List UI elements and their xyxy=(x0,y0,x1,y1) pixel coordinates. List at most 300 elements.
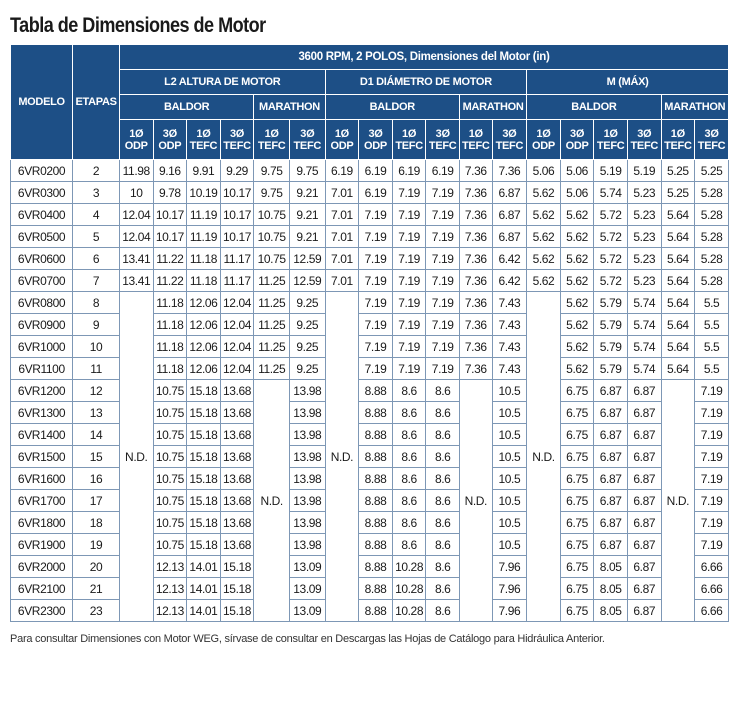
value-cell: 5.28 xyxy=(695,248,729,270)
header-group-m: M (MÁX) xyxy=(527,70,729,95)
value-cell: 5.5 xyxy=(695,336,729,358)
value-cell: 8.6 xyxy=(392,380,426,402)
value-cell: 6.87 xyxy=(627,424,661,446)
value-cell: 5.62 xyxy=(560,270,594,292)
header-sub-cell xyxy=(187,120,221,160)
table-row xyxy=(11,182,729,204)
table-row xyxy=(11,270,729,292)
model-cell: 6VR1200 xyxy=(11,380,73,402)
value-cell: 5.64 xyxy=(661,226,695,248)
value-cell: 8.88 xyxy=(359,424,393,446)
value-cell: 10.75 xyxy=(254,248,290,270)
value-cell: 7.36 xyxy=(492,160,527,182)
value-cell: 5.62 xyxy=(560,358,594,380)
value-cell: 7.19 xyxy=(359,336,393,358)
value-cell: 10.5 xyxy=(492,468,527,490)
value-cell: 7.01 xyxy=(325,182,359,204)
value-cell: 8.6 xyxy=(426,512,460,534)
value-cell: 6.75 xyxy=(560,468,594,490)
value-cell: 11.25 xyxy=(254,270,290,292)
value-cell: 8.6 xyxy=(426,556,460,578)
value-cell: 7.19 xyxy=(426,182,460,204)
value-cell: 13.98 xyxy=(289,424,325,446)
value-cell: 5.72 xyxy=(594,270,628,292)
value-cell: 12.59 xyxy=(289,270,325,292)
value-cell: 5.23 xyxy=(627,226,661,248)
value-cell: 5.06 xyxy=(560,160,594,182)
value-cell: 15.18 xyxy=(187,534,221,556)
value-cell: 6.75 xyxy=(560,446,594,468)
value-cell: 10.17 xyxy=(153,226,187,248)
stages-cell: 19 xyxy=(73,534,120,556)
value-cell: 9.21 xyxy=(289,204,325,226)
header-marathon: MARATHON xyxy=(459,95,526,120)
value-cell: 5.79 xyxy=(594,292,628,314)
value-cell: 9.21 xyxy=(289,226,325,248)
value-cell: 7.43 xyxy=(492,292,527,314)
header-enclosure: ODP xyxy=(158,139,182,152)
value-cell: 5.62 xyxy=(560,336,594,358)
stages-cell: 16 xyxy=(73,468,120,490)
stages-cell: 5 xyxy=(73,226,120,248)
value-cell: 5.23 xyxy=(627,204,661,226)
value-cell: 6.87 xyxy=(594,468,628,490)
value-cell: 11.22 xyxy=(153,248,187,270)
value-cell: 8.88 xyxy=(359,578,393,600)
value-cell: 12.13 xyxy=(153,600,187,622)
value-cell: 12.04 xyxy=(220,358,254,380)
header-marathon: MARATHON xyxy=(254,95,325,120)
header-enclosure: ODP xyxy=(330,139,354,152)
value-cell: 6.87 xyxy=(594,380,628,402)
header-sub-cell xyxy=(459,120,492,160)
value-cell: 12.04 xyxy=(220,292,254,314)
value-cell: 9.91 xyxy=(187,160,221,182)
stages-cell: 8 xyxy=(73,292,120,314)
value-cell: 6.87 xyxy=(594,446,628,468)
value-cell: 8.6 xyxy=(392,534,426,556)
value-cell: 5.74 xyxy=(627,292,661,314)
value-cell: 8.88 xyxy=(359,468,393,490)
value-cell: 12.59 xyxy=(289,248,325,270)
footnote: Para consultar Dimensiones con Motor WEG, sírvase de consultar en Descargas las Hojas de Catálogo para Hidráulica Anterior. xyxy=(10,633,605,645)
value-cell: 7.19 xyxy=(426,248,460,270)
value-cell: 12.04 xyxy=(119,204,153,226)
value-cell: 6.66 xyxy=(695,600,729,622)
value-cell: 5.06 xyxy=(527,160,561,182)
stages-cell: 18 xyxy=(73,512,120,534)
header-sub-cell xyxy=(695,120,729,160)
value-cell: 13.98 xyxy=(289,512,325,534)
value-cell: 7.19 xyxy=(359,358,393,380)
header-enclosure: TEFC xyxy=(664,139,692,152)
model-cell: 6VR1900 xyxy=(11,534,73,556)
value-cell: 13.68 xyxy=(220,512,254,534)
model-cell: 6VR0500 xyxy=(11,226,73,248)
value-cell: 7.19 xyxy=(359,270,393,292)
value-cell: 14.01 xyxy=(187,600,221,622)
value-cell: 6.87 xyxy=(627,556,661,578)
header-phase: 1Ø xyxy=(468,127,483,140)
value-cell: 8.6 xyxy=(426,380,460,402)
value-cell: 13.68 xyxy=(220,534,254,556)
value-cell: 5.74 xyxy=(627,336,661,358)
value-cell: 13.98 xyxy=(289,402,325,424)
header-etapas: ETAPAS xyxy=(73,45,120,160)
value-cell: 15.18 xyxy=(187,468,221,490)
value-cell: 7.19 xyxy=(359,226,393,248)
header-marathon: MARATHON xyxy=(661,95,728,120)
value-cell: 7.43 xyxy=(492,314,527,336)
model-cell: 6VR2000 xyxy=(11,556,73,578)
value-cell: 7.19 xyxy=(392,248,426,270)
value-cell: 13.09 xyxy=(289,600,325,622)
value-cell: 5.62 xyxy=(527,226,561,248)
value-cell: 8.6 xyxy=(392,402,426,424)
value-cell: 10.17 xyxy=(220,204,254,226)
value-cell: 10.75 xyxy=(254,204,290,226)
table-row xyxy=(11,314,729,336)
stages-cell: 17 xyxy=(73,490,120,512)
value-cell: 11.22 xyxy=(153,270,187,292)
model-cell: 6VR0800 xyxy=(11,292,73,314)
header-enclosure: TEFC xyxy=(428,139,457,152)
value-cell: 9.29 xyxy=(220,160,254,182)
value-cell: 15.18 xyxy=(187,512,221,534)
value-cell: 8.88 xyxy=(359,380,393,402)
table-row xyxy=(11,490,729,512)
value-cell: 6.87 xyxy=(594,424,628,446)
header-phase: 1Ø xyxy=(264,127,279,140)
header-sub-cell xyxy=(492,120,527,160)
value-cell: 5.28 xyxy=(695,270,729,292)
stages-cell: 4 xyxy=(73,204,120,226)
value-cell: 8.88 xyxy=(359,446,393,468)
header-modelo: MODELO xyxy=(11,45,73,160)
value-cell: 5.72 xyxy=(594,204,628,226)
value-cell: 6.87 xyxy=(627,534,661,556)
value-cell: 6.75 xyxy=(560,556,594,578)
header-sub-cell xyxy=(594,120,628,160)
value-cell: 8.6 xyxy=(426,578,460,600)
value-cell: 9.21 xyxy=(289,182,325,204)
value-cell: 9.78 xyxy=(153,182,187,204)
table-row xyxy=(11,402,729,424)
value-cell: 10.5 xyxy=(492,424,527,446)
value-cell: 7.19 xyxy=(392,270,426,292)
header-phase: 3Ø xyxy=(368,127,383,140)
header-sub-cell xyxy=(289,120,325,160)
stages-cell: 12 xyxy=(73,380,120,402)
model-cell: 6VR1500 xyxy=(11,446,73,468)
value-cell: 5.62 xyxy=(527,182,561,204)
value-cell: 10.75 xyxy=(153,424,187,446)
motor-dimensions-table xyxy=(10,44,729,622)
value-cell: 6.75 xyxy=(560,490,594,512)
value-cell: 6.87 xyxy=(594,534,628,556)
value-cell: 6.87 xyxy=(627,578,661,600)
value-cell: 8.6 xyxy=(426,402,460,424)
table-row xyxy=(11,226,729,248)
value-cell: 7.36 xyxy=(459,160,492,182)
table-row xyxy=(11,512,729,534)
stages-cell: 10 xyxy=(73,336,120,358)
value-cell: 7.36 xyxy=(459,336,492,358)
value-cell: 5.28 xyxy=(695,226,729,248)
value-cell: 5.5 xyxy=(695,358,729,380)
value-cell: 6.75 xyxy=(560,380,594,402)
value-cell: 5.62 xyxy=(560,204,594,226)
value-cell: 5.64 xyxy=(661,270,695,292)
stages-cell: 6 xyxy=(73,248,120,270)
model-cell: 6VR2100 xyxy=(11,578,73,600)
value-cell: 8.6 xyxy=(426,446,460,468)
value-cell: 5.62 xyxy=(560,248,594,270)
header-phase: 1Ø xyxy=(603,127,618,140)
value-cell: 7.19 xyxy=(695,534,729,556)
header-sub-cell xyxy=(359,120,393,160)
header-enclosure: TEFC xyxy=(697,139,726,152)
value-cell: 6.87 xyxy=(627,402,661,424)
value-cell: 6.87 xyxy=(627,380,661,402)
table-row xyxy=(11,556,729,578)
value-cell: 13.98 xyxy=(289,490,325,512)
value-cell: 13.09 xyxy=(289,578,325,600)
value-cell: 7.19 xyxy=(695,402,729,424)
model-cell: 6VR1000 xyxy=(11,336,73,358)
value-cell: 6.87 xyxy=(492,204,527,226)
header-phase: 3Ø xyxy=(435,127,450,140)
header-sub-cell xyxy=(627,120,661,160)
value-cell: 9.75 xyxy=(289,160,325,182)
value-cell: 13.98 xyxy=(289,534,325,556)
value-cell: 9.25 xyxy=(289,358,325,380)
header-phase: 3Ø xyxy=(704,127,719,140)
value-cell: 13.41 xyxy=(119,248,153,270)
stages-cell: 13 xyxy=(73,402,120,424)
value-cell: 9.16 xyxy=(153,160,187,182)
value-cell: 6.42 xyxy=(492,270,527,292)
value-cell: 6.66 xyxy=(695,556,729,578)
header-phase: 3Ø xyxy=(570,127,585,140)
header-enclosure: TEFC xyxy=(630,139,659,152)
value-cell: 11.19 xyxy=(187,204,221,226)
header-phase: 3Ø xyxy=(162,127,177,140)
value-cell: 7.96 xyxy=(492,556,527,578)
value-cell: 7.36 xyxy=(459,248,492,270)
stages-cell: 23 xyxy=(73,600,120,622)
model-cell: 6VR1100 xyxy=(11,358,73,380)
value-cell: 13.98 xyxy=(289,446,325,468)
value-cell: 7.19 xyxy=(359,292,393,314)
header-enclosure: TEFC xyxy=(462,139,490,152)
value-cell: 11.25 xyxy=(254,292,290,314)
value-cell: 7.19 xyxy=(695,424,729,446)
value-cell: 10.5 xyxy=(492,534,527,556)
value-cell: 8.6 xyxy=(392,490,426,512)
value-cell: 10.17 xyxy=(220,182,254,204)
header-enclosure: TEFC xyxy=(257,139,286,152)
table-row xyxy=(11,336,729,358)
value-cell: 8.88 xyxy=(359,556,393,578)
value-cell: 15.18 xyxy=(187,490,221,512)
header-sub-cell xyxy=(153,120,187,160)
value-cell: 10.75 xyxy=(153,402,187,424)
stages-cell: 3 xyxy=(73,182,120,204)
value-cell: 14.01 xyxy=(187,556,221,578)
value-cell: 5.28 xyxy=(695,182,729,204)
header-baldor: BALDOR xyxy=(527,95,661,120)
value-cell: 6.87 xyxy=(594,490,628,512)
value-cell: 6.87 xyxy=(492,226,527,248)
value-cell: 7.19 xyxy=(359,248,393,270)
value-cell: 10.75 xyxy=(153,380,187,402)
value-cell: 11.98 xyxy=(119,160,153,182)
value-cell: 10.17 xyxy=(153,204,187,226)
value-cell: 5.23 xyxy=(627,270,661,292)
value-cell: 7.01 xyxy=(325,226,359,248)
header-enclosure: ODP xyxy=(532,139,555,152)
header-phase: 1Ø xyxy=(402,127,417,140)
value-cell: 8.88 xyxy=(359,512,393,534)
header-sub-cell xyxy=(254,120,290,160)
value-cell: 7.19 xyxy=(695,512,729,534)
not-available-cell: N.D. xyxy=(325,292,359,622)
value-cell: 13.68 xyxy=(220,402,254,424)
value-cell: 8.88 xyxy=(359,490,393,512)
value-cell: 13.98 xyxy=(289,380,325,402)
value-cell: 7.01 xyxy=(325,204,359,226)
value-cell: 7.19 xyxy=(426,270,460,292)
table-row xyxy=(11,204,729,226)
value-cell: 7.96 xyxy=(492,600,527,622)
value-cell: 7.19 xyxy=(392,336,426,358)
value-cell: 5.79 xyxy=(594,314,628,336)
value-cell: 11.19 xyxy=(187,226,221,248)
value-cell: 5.62 xyxy=(527,204,561,226)
value-cell: 7.43 xyxy=(492,336,527,358)
value-cell: 8.05 xyxy=(594,578,628,600)
model-cell: 6VR1700 xyxy=(11,490,73,512)
header-phase: 3Ø xyxy=(502,127,517,140)
value-cell: 12.13 xyxy=(153,578,187,600)
value-cell: 6.19 xyxy=(359,160,393,182)
value-cell: 10.5 xyxy=(492,446,527,468)
value-cell: 15.18 xyxy=(187,424,221,446)
stages-cell: 2 xyxy=(73,160,120,182)
value-cell: 7.36 xyxy=(459,358,492,380)
value-cell: 7.19 xyxy=(392,182,426,204)
model-cell: 6VR1400 xyxy=(11,424,73,446)
header-enclosure: ODP xyxy=(565,139,589,152)
value-cell: 5.74 xyxy=(627,314,661,336)
value-cell: 9.25 xyxy=(289,336,325,358)
stages-cell: 21 xyxy=(73,578,120,600)
value-cell: 13.68 xyxy=(220,380,254,402)
value-cell: 6.75 xyxy=(560,402,594,424)
value-cell: 10.5 xyxy=(492,512,527,534)
value-cell: 13.98 xyxy=(289,468,325,490)
header-phase: 1Ø xyxy=(334,127,349,140)
value-cell: 12.06 xyxy=(187,336,221,358)
value-cell: 15.18 xyxy=(187,380,221,402)
value-cell: 7.01 xyxy=(325,270,359,292)
value-cell: 6.75 xyxy=(560,424,594,446)
value-cell: 6.19 xyxy=(426,160,460,182)
value-cell: 5.25 xyxy=(695,160,729,182)
value-cell: 7.19 xyxy=(695,380,729,402)
value-cell: 15.18 xyxy=(220,600,254,622)
header-group-d1: D1 DIÁMETRO DE MOTOR xyxy=(325,70,527,95)
value-cell: 5.72 xyxy=(594,226,628,248)
model-cell: 6VR1600 xyxy=(11,468,73,490)
header-top: 3600 RPM, 2 POLOS, Dimensiones del Motor (in) xyxy=(119,45,728,70)
value-cell: 5.06 xyxy=(560,182,594,204)
header-sub-cell xyxy=(426,120,460,160)
value-cell: 6.87 xyxy=(627,600,661,622)
value-cell: 5.64 xyxy=(661,314,695,336)
value-cell: 15.18 xyxy=(187,402,221,424)
value-cell: 5.5 xyxy=(695,314,729,336)
model-cell: 6VR0400 xyxy=(11,204,73,226)
value-cell: 5.62 xyxy=(527,248,561,270)
value-cell: 12.04 xyxy=(119,226,153,248)
header-phase: 3Ø xyxy=(300,127,315,140)
table-row xyxy=(11,160,729,182)
value-cell: 7.43 xyxy=(492,358,527,380)
value-cell: 11.18 xyxy=(153,358,187,380)
value-cell: 10.75 xyxy=(153,446,187,468)
header-enclosure: TEFC xyxy=(495,139,524,152)
not-available-cell: N.D. xyxy=(459,380,492,622)
value-cell: 11.18 xyxy=(153,292,187,314)
header-group-l2: L2 ALTURA DE MOTOR xyxy=(119,70,325,95)
value-cell: 15.18 xyxy=(187,446,221,468)
value-cell: 8.6 xyxy=(426,534,460,556)
value-cell: 5.64 xyxy=(661,204,695,226)
value-cell: 6.19 xyxy=(325,160,359,182)
value-cell: 11.18 xyxy=(153,336,187,358)
value-cell: 7.36 xyxy=(459,204,492,226)
value-cell: 5.23 xyxy=(627,248,661,270)
value-cell: 8.88 xyxy=(359,600,393,622)
value-cell: 6.87 xyxy=(627,512,661,534)
value-cell: 7.19 xyxy=(426,292,460,314)
value-cell: 10.5 xyxy=(492,490,527,512)
table-row xyxy=(11,424,729,446)
value-cell: 13.68 xyxy=(220,490,254,512)
value-cell: 11.18 xyxy=(187,248,221,270)
value-cell: 10.17 xyxy=(220,226,254,248)
value-cell: 11.17 xyxy=(220,270,254,292)
value-cell: 13.68 xyxy=(220,446,254,468)
value-cell: 6.19 xyxy=(392,160,426,182)
value-cell: 7.19 xyxy=(695,446,729,468)
header-enclosure: TEFC xyxy=(189,139,218,152)
value-cell: 6.66 xyxy=(695,578,729,600)
header-sub-cell xyxy=(119,120,153,160)
value-cell: 7.19 xyxy=(359,204,393,226)
value-cell: 10.75 xyxy=(153,468,187,490)
value-cell: 5.64 xyxy=(661,248,695,270)
value-cell: 6.75 xyxy=(560,534,594,556)
header-sub-cell xyxy=(527,120,561,160)
value-cell: 6.42 xyxy=(492,248,527,270)
value-cell: 8.6 xyxy=(426,468,460,490)
value-cell: 9.25 xyxy=(289,314,325,336)
value-cell: 8.6 xyxy=(426,490,460,512)
value-cell: 6.87 xyxy=(594,402,628,424)
